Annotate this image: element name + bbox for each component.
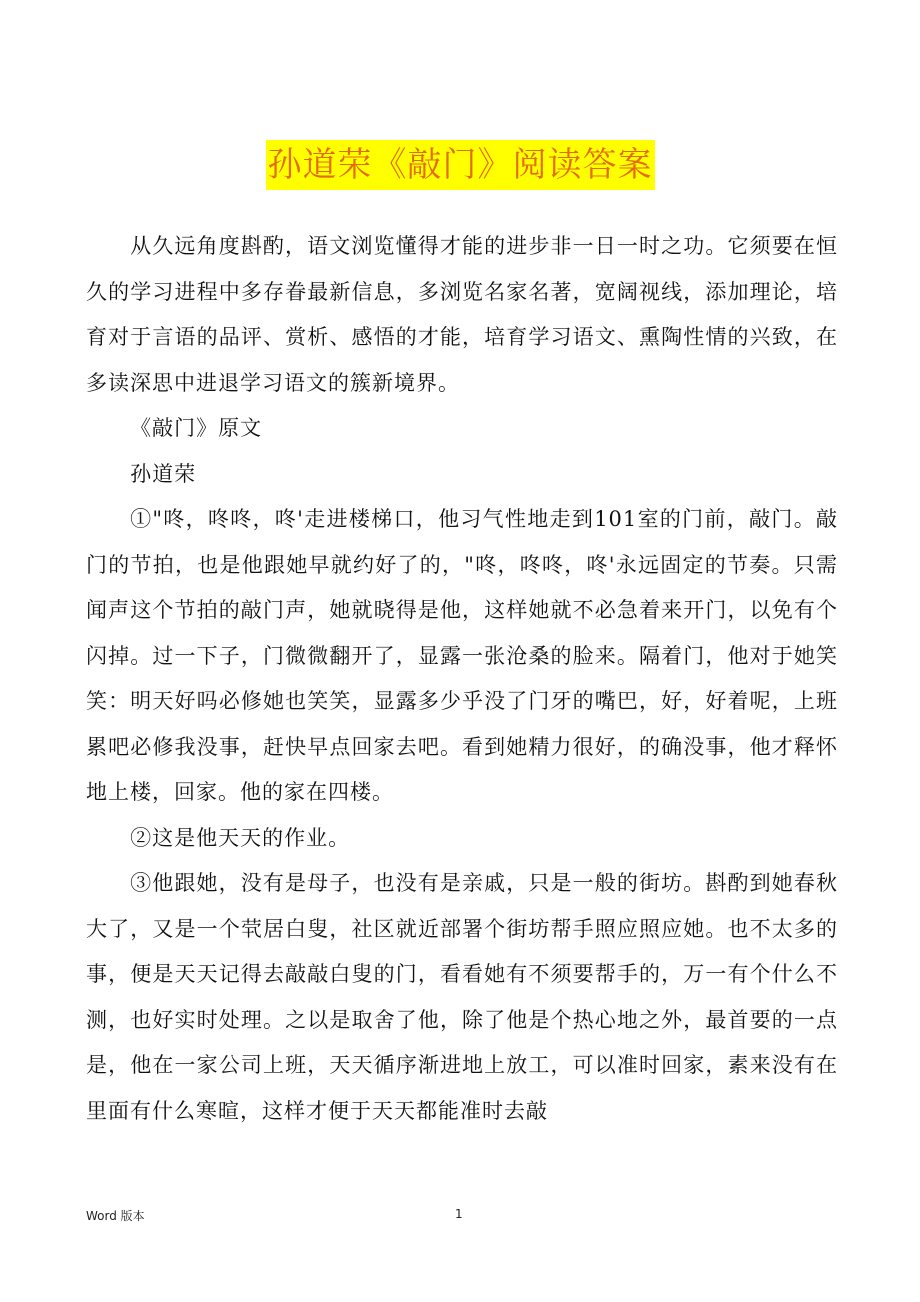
- document-title: 孙道荣《敲门》阅读答案: [266, 140, 655, 190]
- title-container: [0, 140, 920, 190]
- intro-paragraph: 从久远角度斟酌，语文浏览懂得才能的进步非一日一时之功。它须要在恒久的学习进程中多存眷最新信息，多浏览名家名著，宽阔视线，添加理论，培育对于言语的品评、赏析、感悟的才能，培育学习语文、熏陶性情的兴致，在多读深思中进退学习语文的簇新境界。: [86, 234, 838, 395]
- section-heading: 《敲门》原文: [130, 416, 263, 440]
- page-number: 1: [455, 1207, 463, 1221]
- author-line: 孙道荣: [130, 461, 197, 486]
- document-body: [86, 224, 838, 1134]
- body-paragraph-2: ②这是他天天的作业。: [130, 825, 351, 850]
- footer-label: Word 版本: [86, 1209, 145, 1223]
- body-paragraph-1: ①"咚，咚咚，咚'走进楼梯口，他习气性地走到101室的门前，敲门。敲门的节拍，也是他跟她早就约好了的，"咚，咚咚，咚'永远固定的节奏。只需闻声这个节拍的敲门声，她就晓得是他，这样她就不必急着来开门，以免有个闪掉。过一下子，门微微翻开了，显露一张沧桑的脸来。隔着门，他对于她笑笑：明天好吗必修她也笑笑，显露多少乎没了门牙的嘴巴，好，好着呢，上班累吧必修我没事，赶快早点回家去吧。看到她精力很好，的确没事，他才释怀地上楼，回家。他的家在四楼。: [86, 507, 838, 804]
- body-paragraph-3: ③他跟她，没有是母子，也没有是亲戚，只是一般的街坊。斟酌到她春秋大了，又是一个茕居白叟，社区就近部署个街坊帮手照应照应她。也不太多的事，便是天天记得去敲敲白叟的门，看看她有不须要帮手的，万一有个什么不测，也好实时处理。之以是取舍了他，除了他是个热心地之外，最首要的一点是，他在一家公司上班，天天循序渐进地上放工，可以准时回家，素来没有在里面有什么寒暄，这样才便于天天都能准时去敲: [86, 871, 838, 1123]
